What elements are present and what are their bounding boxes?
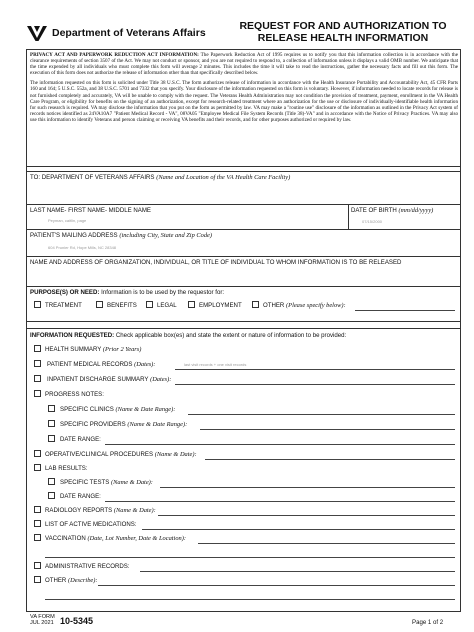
vaccination-line-2[interactable] <box>45 557 455 558</box>
health-summary-label: HEALTH SUMMARY (Prior 2 Years) <box>45 346 142 353</box>
form-number: 10-5345 <box>60 616 94 626</box>
progress-date-range-checkbox[interactable] <box>48 435 55 442</box>
info-other-line-2[interactable] <box>45 599 455 600</box>
to-field[interactable]: TO: DEPARTMENT OF VETERANS AFFAIRS (Name and Location of the VA Health Care Facility) <box>30 174 291 181</box>
specific-tests-checkbox[interactable] <box>48 478 55 485</box>
purpose-other-label: OTHER (Please specify below): <box>263 302 346 309</box>
patient-records-checkbox[interactable] <box>34 360 41 367</box>
radiology-label: RADIOLOGY REPORTS (Name & Date): <box>45 507 156 514</box>
privacy-notice <box>30 52 458 127</box>
lab-date-range-checkbox[interactable] <box>48 492 55 499</box>
specific-clinics-label: SPECIFIC CLINICS (Name & Date Range): <box>60 406 176 413</box>
vaccination-line[interactable] <box>198 543 455 544</box>
admin-records-line[interactable] <box>140 571 455 572</box>
page-number: Page 1 of 2 <box>412 619 444 626</box>
organization-name: Department of Veterans Affairs <box>52 27 206 39</box>
discharge-summary-line[interactable] <box>175 384 455 385</box>
privacy-paragraph-2: The information requested on this form is solicited under Title 38 U.S.C. The form authorizes release of information in accordance with the Health Insurance Portability and Accountability Act, 45 CFR Parts 160 and 164; 5 U.S.C. 552a, and 38 U.S.C. 5701 and 7332 that you specify. Your disclosure of the information requested on this form is voluntary. However, if information needed to locate records for release is not furnished completely and accurately, VA will be unable to comply with the request. The Veterans Health Administration may not condition the provision of treatment, payment, enrollment in the VA Health Care Program, or eligibility for benefits on the signing of an authorization, except for research-related treatment where an authorization for the use or disclosure of individually-identifiable health information for such research is required. VA may disclose the information that you put on the form as permitted by law. VA may make a "routine use" disclosure of the information as outlined in the Privacy Act system of records notices identified as 24VA10A7 "Patient Medical Record - VA", 08VA05 "Employee Medical File System Records (Title 38)-VA" and in accordance with the Notice of Privacy Practices. VA may also use this information to identify Veterans and person claiming or receiving VA benefits and their records, and for other purposes authorized or required by law. <box>30 80 458 123</box>
operative-line[interactable] <box>205 459 455 460</box>
privacy-paragraph-1: The Paperwork Reduction Act of 1995 requires us to notify you that this information collection is in accordance with the clearance requirements of section 3507 of the Act. We may not conduct or sponsor, and you are not required to respond to, a collection of information unless it displays a valid OMB number. We anticipate that the time expended by all individuals who must complete this form will average 2 minutes. This includes the time it will take to read the instructions, gather the necessary facts and fill out this form. The execution of this form does not authorize the release of information other than that specifically described below. <box>30 52 458 77</box>
patient-records-line[interactable] <box>175 369 455 370</box>
divider <box>26 256 461 257</box>
info-other-checkbox[interactable] <box>34 576 41 583</box>
divider <box>26 171 461 172</box>
specific-providers-checkbox[interactable] <box>48 420 55 427</box>
purpose-treatment-checkbox[interactable] <box>34 301 41 308</box>
purpose-treatment-label: TREATMENT <box>45 302 82 309</box>
divider <box>26 321 461 322</box>
purpose-legal-label: LEGAL <box>157 302 177 309</box>
specific-clinics-checkbox[interactable] <box>48 405 55 412</box>
lab-date-range-label: DATE RANGE: <box>60 493 101 500</box>
divider <box>26 328 461 329</box>
discharge-summary-checkbox[interactable] <box>34 375 41 382</box>
progress-date-range-line[interactable] <box>105 444 455 445</box>
purpose-benefits-label: BENEFITS <box>107 302 137 309</box>
va-header <box>26 20 216 46</box>
divider <box>26 166 461 167</box>
radiology-checkbox[interactable] <box>34 506 41 513</box>
patient-name-field[interactable]: Peyman, caitlin, page <box>48 218 87 223</box>
radiology-line[interactable] <box>158 515 455 516</box>
purpose-employment-checkbox[interactable] <box>188 301 195 308</box>
progress-notes-checkbox[interactable] <box>34 390 41 397</box>
divider <box>26 229 461 230</box>
operative-checkbox[interactable] <box>34 450 41 457</box>
lab-results-label: LAB RESULTS: <box>45 465 88 472</box>
info-other-label: OTHER (Describe): <box>45 577 98 584</box>
purpose-employment-label: EMPLOYMENT <box>199 302 242 309</box>
purpose-other-checkbox[interactable] <box>252 301 259 308</box>
discharge-summary-label: INPATIENT DISCHARGE SUMMARY (Dates): <box>47 376 172 383</box>
medications-checkbox[interactable] <box>34 520 41 527</box>
recipient-field[interactable]: NAME AND ADDRESS OF ORGANIZATION, INDIVIDUAL, OR TITLE OF INDIVIDUAL TO WHOM INFORMATION IS TO BE RELEASED <box>30 259 402 266</box>
divider <box>26 204 461 205</box>
operative-label: OPERATIVE/CLINICAL PROCEDURES (Name & Date): <box>45 451 197 458</box>
address-field[interactable]: 604 Prunier Rd, Hope Mills, NC 28348 <box>48 245 117 250</box>
progress-notes-label: PROGRESS NOTES: <box>45 391 104 398</box>
specific-providers-label: SPECIFIC PROVIDERS (Name & Date Range): <box>60 421 188 428</box>
medications-label: LIST OF ACTIVE MEDICATIONS: <box>45 521 137 528</box>
purpose-other-line[interactable] <box>355 310 455 311</box>
patient-name-label: LAST NAME- FIRST NAME- MIDDLE NAME <box>30 207 151 214</box>
admin-records-label: ADMINISTRATIVE RECORDS: <box>45 563 130 570</box>
info-requested-label: INFORMATION REQUESTED: Check applicable box(es) and state the extent or nature of information to be provided: <box>30 332 347 339</box>
progress-date-range-label: DATE RANGE: <box>60 436 101 443</box>
divider <box>348 204 349 229</box>
specific-tests-line[interactable] <box>160 487 455 488</box>
divider <box>26 286 461 287</box>
patient-records-label: PATIENT MEDICAL RECORDS (Dates): <box>47 361 156 368</box>
privacy-heading: PRIVACY ACT AND PAPERWORK REDUCTION ACT INFORMATION: <box>30 52 199 58</box>
lab-date-range-line[interactable] <box>105 501 455 502</box>
admin-records-checkbox[interactable] <box>34 562 41 569</box>
specific-providers-line[interactable] <box>200 429 455 430</box>
purpose-label: PURPOSE(S) OR NEED: Information is to be used by the requestor for: <box>30 289 225 296</box>
info-other-line[interactable] <box>98 585 455 586</box>
va-seal-icon <box>26 24 48 42</box>
dob-field[interactable]: 07/15/2000 <box>362 219 383 224</box>
patient-records-field[interactable]: last visit records + one visit records <box>184 362 247 367</box>
purpose-legal-checkbox[interactable] <box>146 301 153 308</box>
health-summary-checkbox[interactable] <box>34 345 41 352</box>
address-label: PATIENT'S MAILING ADDRESS (including City, State and Zip Code) <box>30 232 212 239</box>
medications-line[interactable] <box>142 529 455 530</box>
vaccination-label: VACCINATION (Date, Lot Number, Date & Location): <box>45 535 186 542</box>
purpose-benefits-checkbox[interactable] <box>96 301 103 308</box>
specific-clinics-line[interactable] <box>188 414 455 415</box>
lab-results-checkbox[interactable] <box>34 464 41 471</box>
dob-label: DATE OF BIRTH (mm/dd/yyyy) <box>351 207 434 214</box>
form-title: REQUEST FOR AND AUTHORIZATION TO RELEASE HEALTH INFORMATION <box>239 20 447 44</box>
vaccination-checkbox[interactable] <box>34 534 41 541</box>
specific-tests-label: SPECIFIC TESTS (Name & Date): <box>60 479 153 486</box>
form-id: VA FORM JUL 2021 <box>30 614 55 627</box>
